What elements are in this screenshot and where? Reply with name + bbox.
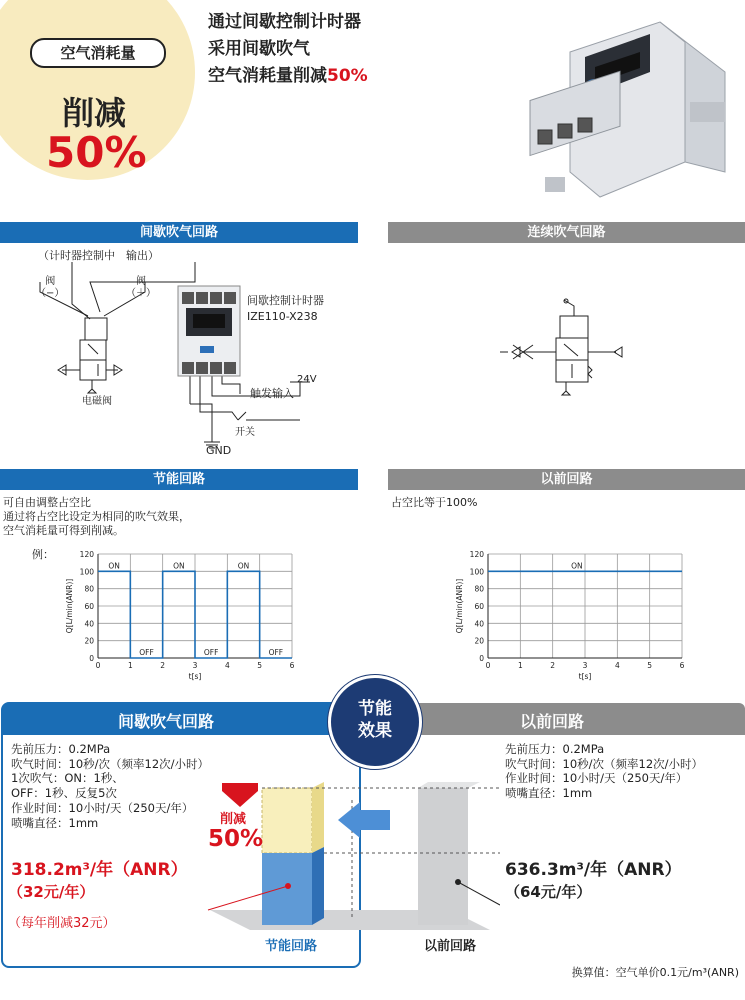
chart-previous — [432, 545, 702, 685]
section-previous: 以前回路 — [388, 469, 745, 490]
y-axis-label: Q[L/min(ANR)] — [455, 578, 464, 634]
compare-left-title: 间歇吹气回路 — [118, 712, 215, 731]
on-label: ON — [237, 561, 250, 571]
section-continuous: 连续吹气回路 — [388, 222, 745, 243]
left-cost: （32元/年） — [8, 883, 95, 901]
on-label: ON — [173, 561, 185, 571]
y-tick-label: 60 — [474, 602, 484, 611]
y-tick-label: 20 — [474, 636, 484, 646]
headline — [208, 9, 368, 90]
continuous-circuit-diagram — [388, 244, 745, 466]
x-tick-label: 5 — [647, 661, 653, 670]
y-tick-label: 60 — [84, 602, 94, 611]
previous-desc: 占空比等于100% — [391, 496, 478, 509]
y-axis-label: Q[L/min(ANR)] — [65, 578, 74, 634]
timer-model-label: IZE110-X238 — [247, 310, 318, 323]
headline-highlight: 50% — [327, 66, 368, 86]
x-tick-label: 0 — [95, 661, 101, 670]
x-axis-label: t[s] — [578, 672, 592, 681]
valve-minus-label: 阀 （−） — [36, 276, 65, 299]
saving-desc: 可自由调整占空比 通过将占空比设定为相同的吹气效果， 空气消耗量可得到削减。 — [3, 496, 190, 537]
y-tick-label: 100 — [79, 567, 94, 577]
y-tick-label: 80 — [84, 584, 94, 594]
x-tick-label: 4 — [224, 661, 230, 670]
x-tick-label: 1 — [517, 661, 523, 670]
off-label: OFF — [268, 648, 284, 657]
section-saving: 节能回路 — [0, 469, 358, 490]
y-tick-label: 120 — [469, 550, 484, 559]
chart-intermittent — [42, 545, 312, 685]
timer-product-image — [510, 12, 740, 212]
on-label: ON — [571, 561, 583, 571]
timer-output-label: （计时器控制中 输出） — [38, 249, 159, 262]
bar-label-previous: 以前回路 — [424, 939, 477, 954]
x-tick-label: 1 — [127, 661, 133, 670]
y-tick-label: 120 — [79, 550, 94, 559]
x-axis-label: t[s] — [188, 672, 202, 681]
example-label: 例： — [32, 548, 54, 561]
left-consumption-value: 318.2m³/年（ANR） — [11, 860, 188, 880]
section-intermittent: 间歇吹气回路 — [0, 222, 358, 243]
flow-series-line — [98, 571, 292, 658]
x-tick-label: 2 — [550, 661, 556, 670]
timer-name-label: 间歇控制计时器 — [247, 294, 324, 307]
x-tick-label: 2 — [160, 661, 166, 670]
y-tick-label: 0 — [479, 654, 484, 663]
off-label: OFF — [203, 648, 219, 657]
right-cost: （64元/年） — [505, 883, 592, 901]
left-conditions: 先前压力：0.2MPa 吹气时间：10秒/次（频率12次/小时） 1次吹气：ON：1秒、 OFF：1秒、反复5次 作业时间：10小时/天（250天/年） 喷嘴直径：1mm — [11, 742, 210, 830]
gnd-label: GND — [206, 444, 232, 457]
x-tick-label: 5 — [257, 661, 263, 670]
x-tick-label: 3 — [582, 661, 588, 670]
reduce-arrow-icon — [222, 783, 258, 807]
x-tick-label: 6 — [289, 661, 295, 670]
footnote: 换算值：空气单价0.1元/m³(ANR) — [571, 966, 739, 979]
valve-plus-label: 阀 （＋） — [126, 276, 156, 299]
y-tick-label: 0 — [89, 654, 94, 663]
reduce-label: 削减 — [220, 812, 247, 827]
left-annual-saving: （每年削减32元） — [8, 916, 116, 931]
y-tick-label: 40 — [84, 619, 94, 629]
headline-line1: 通过间歇控制计时器 — [208, 12, 361, 32]
off-label: OFF — [139, 648, 154, 657]
badge-pill — [30, 38, 166, 68]
badge-reduce-text: 削减 — [62, 94, 127, 132]
right-consumption-value: 636.3m³/年（ANR） — [505, 860, 682, 880]
compare-right-title: 以前回路 — [520, 712, 585, 731]
on-label: ON — [108, 561, 120, 571]
badge-percent: 50% — [46, 128, 147, 177]
solenoid-valve-label: 电磁阀 — [82, 396, 112, 407]
headline-line3: 空气消耗量削减50% — [208, 66, 368, 86]
trigger-input-label: 触发输入 — [250, 387, 294, 400]
right-conditions: 先前压力：0.2MPa 吹气时间：10秒/次（频率12次/小时） 作业时间：10小时/天（250天/年） 喷嘴直径：1mm — [505, 742, 704, 801]
y-tick-label: 80 — [474, 584, 484, 594]
x-tick-label: 3 — [192, 661, 198, 670]
reduce-percent: 50% — [208, 826, 264, 852]
y-tick-label: 20 — [84, 636, 94, 646]
x-tick-label: 6 — [679, 661, 685, 670]
switch-label: 开关 — [235, 427, 255, 438]
voltage-label: 24V — [297, 374, 317, 385]
x-tick-label: 0 — [485, 661, 491, 670]
bar-label-saving: 节能回路 — [265, 939, 318, 954]
y-tick-label: 40 — [474, 619, 484, 629]
y-tick-label: 100 — [469, 567, 484, 577]
effect-badge: 节能 效果 — [328, 675, 422, 769]
badge-pill-text: 空气消耗量 — [60, 44, 136, 62]
headline-line2: 采用间歇吹气 — [208, 39, 310, 59]
x-tick-label: 4 — [614, 661, 620, 670]
